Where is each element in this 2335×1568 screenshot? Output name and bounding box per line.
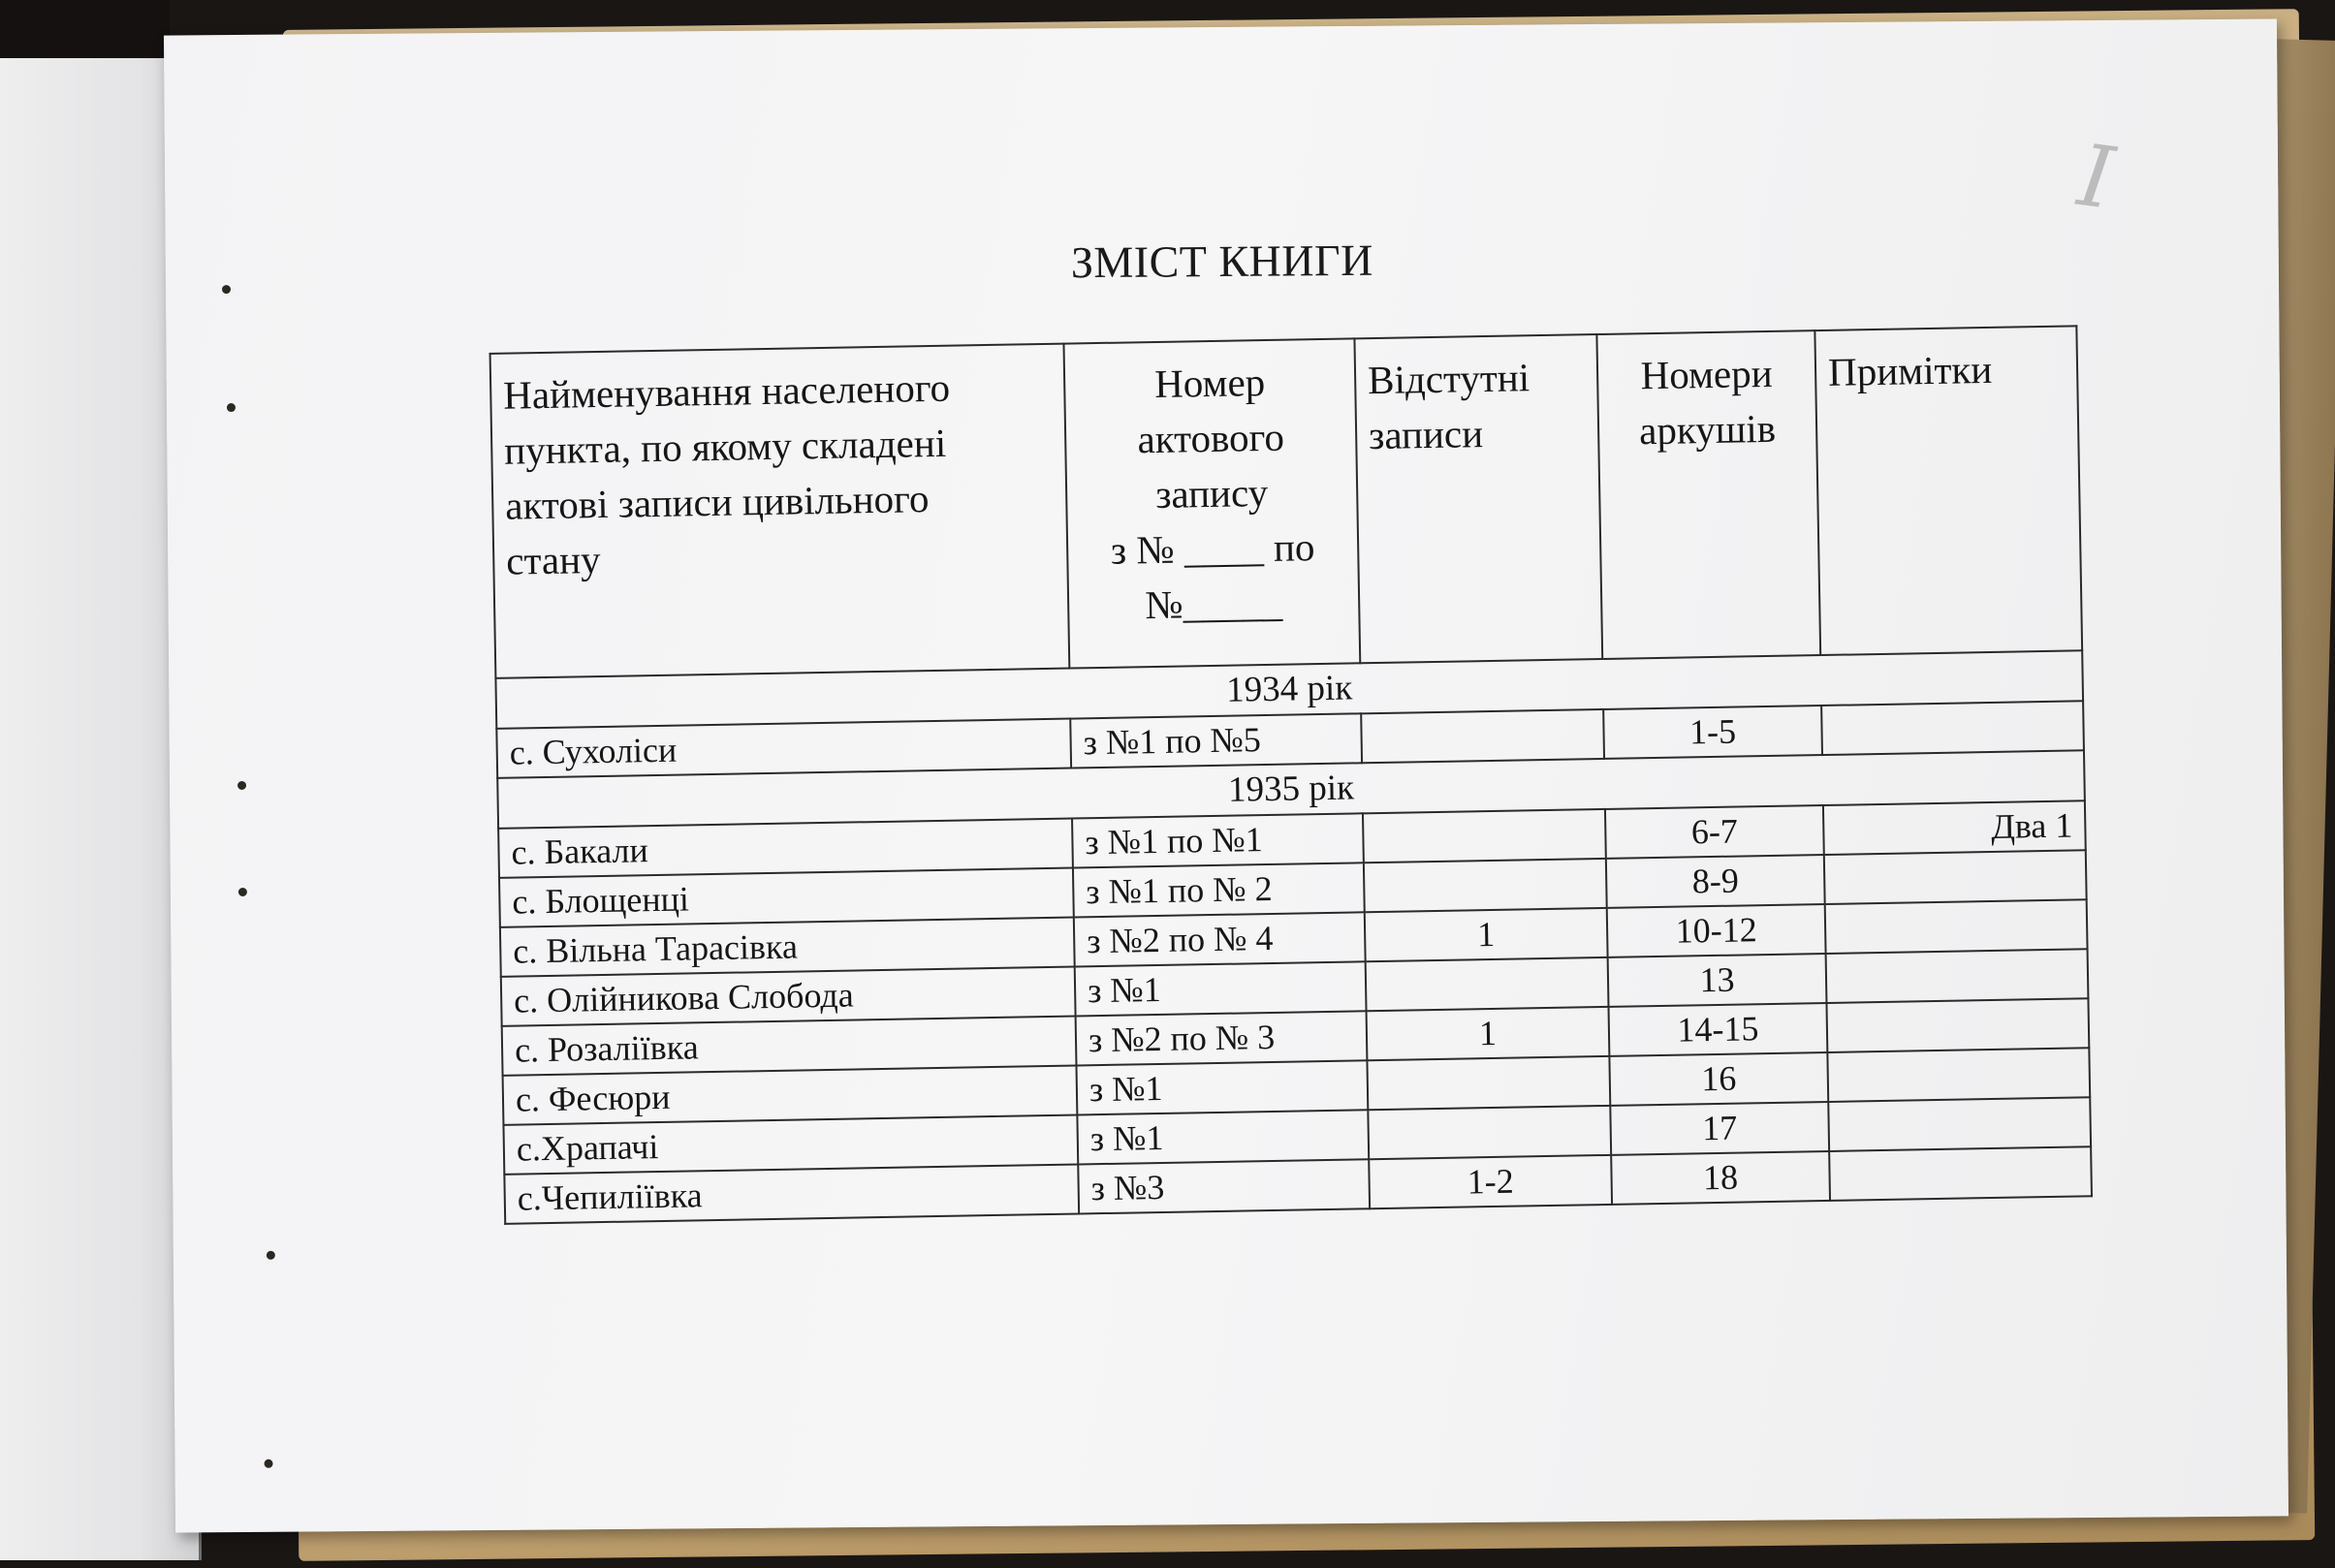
place-name-cell: с.Чепиліївка <box>504 1164 1079 1223</box>
page-title: ЗМІСТ КНИГИ <box>1070 235 1374 288</box>
notes-cell <box>1825 899 2088 954</box>
place-name-cell: с. Олійникова Слобода <box>501 967 1076 1026</box>
header-line: Номери <box>1640 350 1773 398</box>
header-line: актового <box>1137 414 1285 462</box>
document-page <box>164 18 2288 1532</box>
record-range-cell: з №2 по № 4 <box>1074 912 1366 966</box>
place-name-cell: с. Сухоліси <box>496 719 1071 778</box>
sheet-numbers-cell: 13 <box>1608 954 1827 1007</box>
notes-cell <box>1826 998 2089 1052</box>
header-line: Найменування населеного <box>502 364 951 418</box>
record-range-cell: з №1 <box>1076 1060 1368 1114</box>
record-range-cell: з №3 <box>1078 1159 1370 1213</box>
punch-hole <box>265 1459 273 1468</box>
place-name-cell: с. Фесюри <box>503 1065 1078 1124</box>
missing-records-cell <box>1367 1056 1610 1110</box>
record-range-cell: з №1 по №1 <box>1072 813 1364 867</box>
header-line: актові записи цивільного <box>504 476 930 528</box>
table-header-row <box>490 326 2083 678</box>
punch-hole <box>237 781 246 790</box>
header-notes <box>1814 326 2082 655</box>
sheet-numbers-cell: 16 <box>1609 1052 1828 1106</box>
place-name-cell: с. Бакали <box>498 819 1073 878</box>
header-sheet-numbers <box>1596 330 1820 659</box>
header-line: з № ____ по <box>1110 524 1315 573</box>
header-line: записи <box>1368 411 1484 458</box>
header-line: аркушів <box>1638 405 1777 454</box>
sheet-numbers-cell: 14-15 <box>1609 1003 1828 1056</box>
sheet-numbers-cell: 8-9 <box>1606 855 1825 908</box>
header-line: запису <box>1154 469 1269 517</box>
header-line: Примітки <box>1827 346 1993 394</box>
punch-hole <box>238 888 247 896</box>
record-range-cell: з №2 по № 3 <box>1076 1011 1368 1065</box>
record-range-cell: з №1 <box>1077 1110 1369 1164</box>
handwritten-page-number: I <box>2072 125 2120 229</box>
header-line: пункта, по якому складені <box>503 420 947 473</box>
header-missing-records <box>1354 334 1602 663</box>
place-name-cell: с.Храпачі <box>503 1114 1078 1174</box>
sheet-numbers-cell: 10-12 <box>1607 904 1826 957</box>
notes-cell <box>1829 1146 2092 1201</box>
header-line: стану <box>505 536 601 583</box>
missing-records-cell <box>1361 709 1604 763</box>
place-name-cell: с. Вільна Тарасівка <box>500 918 1075 977</box>
year-label: 1935 рік <box>497 750 2085 829</box>
header-line: №_____ <box>1144 580 1283 628</box>
missing-records-cell <box>1364 859 1607 912</box>
record-range-cell: з №1 <box>1075 961 1367 1016</box>
record-range-cell: з №1 по №5 <box>1070 713 1362 768</box>
missing-records-cell <box>1368 1106 1611 1159</box>
missing-records-cell: 1 <box>1367 1007 1610 1060</box>
missing-records-cell: 1 <box>1365 908 1608 961</box>
sheet-numbers-cell: 1-5 <box>1603 706 1822 759</box>
notes-cell <box>1828 1097 2091 1151</box>
notes-cell: Два 1 <box>1823 800 2086 855</box>
notes-cell <box>1821 701 2084 755</box>
missing-records-cell: 1-2 <box>1369 1155 1612 1208</box>
notes-cell <box>1826 949 2089 1003</box>
header-place-name <box>490 344 1070 678</box>
notes-cell <box>1824 850 2087 904</box>
year-label: 1934 рік <box>495 650 2083 729</box>
dark-background <box>0 0 170 58</box>
missing-records-cell <box>1363 809 1606 862</box>
sheet-numbers-cell: 18 <box>1611 1151 1830 1205</box>
punch-hole <box>227 403 236 412</box>
notes-cell <box>1827 1048 2090 1102</box>
missing-records-cell <box>1366 957 1609 1011</box>
header-line: Відстутні <box>1367 355 1530 403</box>
place-name-cell: с. Блощенці <box>499 868 1074 927</box>
contents-table <box>489 325 2093 1224</box>
punch-hole <box>267 1251 275 1260</box>
record-range-cell: з №1 по № 2 <box>1073 862 1365 917</box>
sheet-numbers-cell: 17 <box>1610 1102 1829 1155</box>
header-line: Номер <box>1153 359 1266 406</box>
sheet-numbers-cell: 6-7 <box>1605 805 1824 859</box>
header-record-number <box>1063 338 1360 668</box>
place-name-cell: с. Розаліївка <box>502 1017 1077 1076</box>
